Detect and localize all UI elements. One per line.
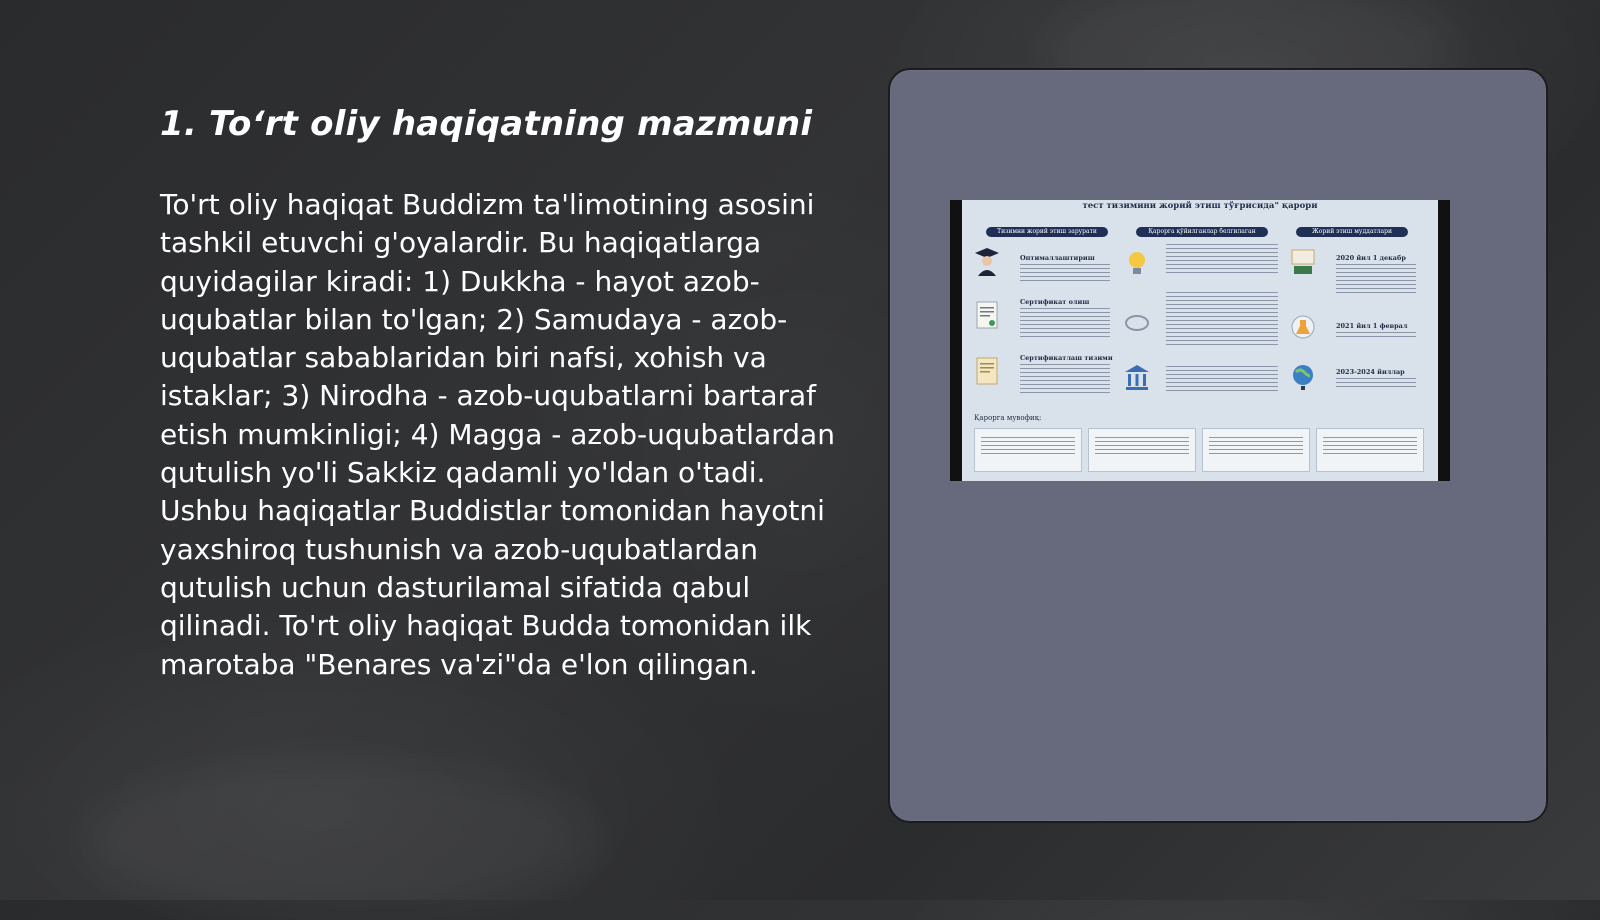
infographic-image[interactable] (950, 200, 1450, 481)
infographic-text-lines (1166, 366, 1278, 394)
lightbulb-icon (1124, 248, 1150, 278)
infographic-heading: тест тизимини жорий этиш тўғрисида" қарори (1082, 201, 1318, 211)
infographic-date-label: 2021 йил 1 феврал (1336, 322, 1408, 330)
infographic-column-header: Жорий этиш муддатлари (1296, 227, 1408, 237)
infographic-label: Оптималлаштириш (1020, 254, 1095, 262)
infographic-text-lines (1209, 437, 1303, 455)
infographic-card (974, 428, 1082, 472)
infographic-column-header: Қарорга қўйилганлар белгилаган (1136, 227, 1268, 237)
infographic-text-lines (1020, 364, 1110, 394)
infographic-label: Сертификатлаш тизими (1020, 354, 1113, 362)
infographic-label: Сертификат олиш (1020, 298, 1090, 306)
building-icon (1124, 362, 1150, 392)
infographic-footer-label: Қарорга мувофиқ: (974, 414, 1042, 422)
infographic-card (1088, 428, 1196, 472)
infographic-text-lines (981, 437, 1075, 455)
infographic-date-label: 2020 йил 1 декабр (1336, 254, 1406, 262)
infographic-text-lines (1323, 437, 1417, 455)
infographic-text-lines (1166, 292, 1278, 348)
infographic-text-lines (1020, 308, 1110, 338)
certificate-icon (974, 300, 1000, 330)
infographic-canvas (962, 200, 1438, 481)
document-icon (974, 356, 1000, 386)
infographic-card (1202, 428, 1310, 472)
infographic-text-lines (1020, 264, 1110, 282)
chalk-smudge (80, 760, 600, 920)
globe-icon (1290, 362, 1316, 392)
book-icon (1290, 246, 1316, 276)
infographic-text-lines (1166, 244, 1278, 274)
infographic-card (1316, 428, 1424, 472)
infographic-date-label: 2023-2024 йиллар (1336, 368, 1405, 376)
infographic-text-lines (1336, 332, 1416, 340)
slide-title: 1. To‘rt oliy haqiqatning mazmuni (160, 104, 813, 144)
flask-icon (1290, 312, 1316, 342)
graduate-icon (974, 246, 1000, 276)
infographic-text-lines (1336, 378, 1416, 390)
infographic-text-lines (1095, 437, 1189, 455)
handshake-icon (1124, 308, 1150, 338)
slide-body-text: To'rt oliy haqiqat Buddizm ta'limotining asosini tashkil etuvchi g'oyalardir. Bu haqiqatlarga quyidagilar kiradi: 1) Dukkha - hayot azob-uqubatlar bilan to'lgan; 2) Samudaya - azob-uqubatlar sabablaridan biri nafsi, xohish va istaklar; 3) Nirodha - azob-uqubatlarni bartaraf etish mumkinligi; 4) Magga - azob-uqubatlardan qutulish yo'li Sakkiz qadamli yo'ldan o'tadi. Ushbu haqiqatlar Buddistlar tomonidan hayotni yaxshiroq tushunish va azob-uqubatlardan qutulish uchun dasturilamal sifatida qabul qilinadi. To'rt oliy haqiqat Budda tomonidan ilk marotaba "Benares va'zi"da e'lon qilingan. (160, 188, 835, 681)
infographic-column-header: Тизимни жорий этиш зарурати (986, 227, 1108, 237)
infographic-text-lines (1336, 264, 1416, 294)
